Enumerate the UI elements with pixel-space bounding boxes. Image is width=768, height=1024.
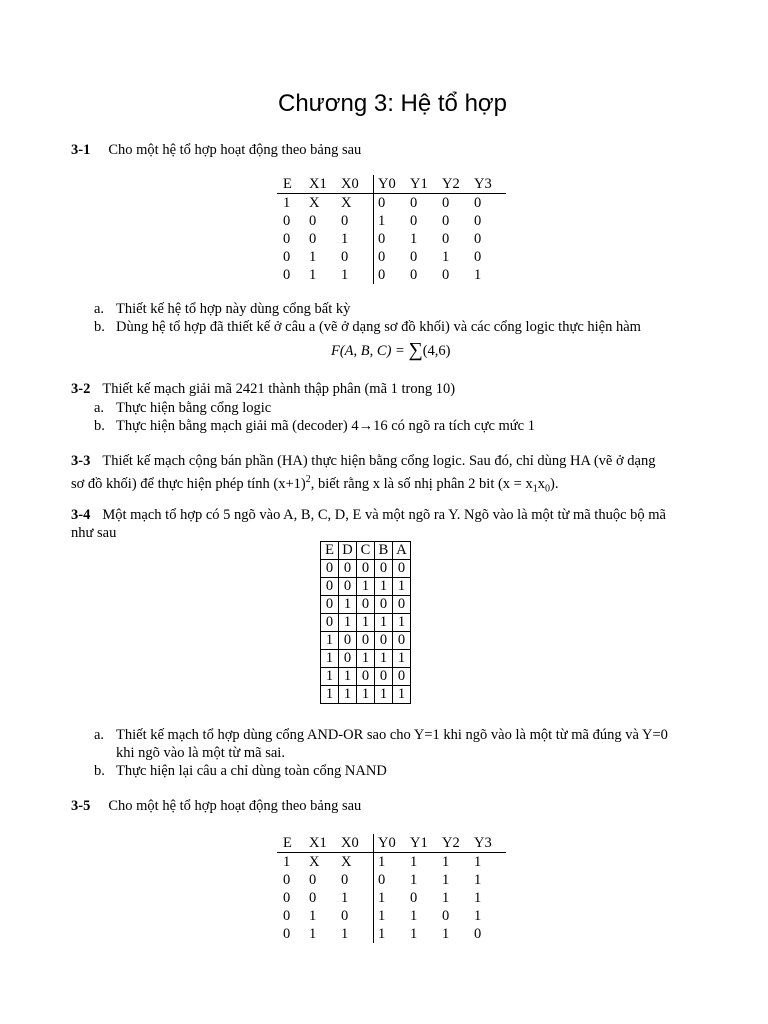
column-header: Y3: [474, 175, 506, 194]
table-cell: 0: [410, 195, 418, 211]
table-cell: 1: [309, 249, 317, 265]
table-cell: 0: [339, 578, 357, 596]
column-header: D: [339, 542, 357, 560]
column-header: A: [393, 542, 411, 560]
table-row: [321, 596, 411, 614]
table-cell: 1: [374, 212, 411, 230]
table-cell: 1: [357, 686, 375, 704]
table-cell: 1: [321, 686, 339, 704]
question-text: Cho một hệ tổ hợp hoạt động theo bảng sau: [108, 798, 362, 814]
table-cell: 1: [321, 650, 339, 668]
column-header: X1: [309, 834, 341, 853]
table-cell: 0: [283, 890, 291, 906]
list-item: b. Dùng hệ tổ hợp đã thiết kế ở câu a (vẽ ở dạng sơ đồ khối) và các cổng logic thực hiện hàm: [94, 319, 641, 335]
table-row: [277, 194, 506, 213]
table-cell: 1: [341, 926, 349, 942]
table-cell: 0: [393, 596, 411, 614]
question-number: 3-2: [71, 381, 91, 397]
table-cell: 1: [374, 925, 411, 943]
table-cell: 0: [283, 249, 291, 265]
table-cell: 1: [374, 889, 411, 907]
table-cell: 1: [442, 890, 450, 906]
table-cell: X: [341, 854, 352, 870]
column-header: Y3: [474, 834, 506, 853]
table-cell: 0: [283, 231, 291, 247]
table-cell: 0: [321, 614, 339, 632]
table-cell: 1: [410, 854, 418, 870]
table-cell: 1: [341, 890, 349, 906]
table-cell: 0: [309, 872, 317, 888]
table-cell: 0: [474, 213, 482, 229]
table-cell: 0: [474, 231, 482, 247]
table-cell: 0: [341, 249, 349, 265]
truth-table-3-1: [277, 175, 506, 284]
table-cell: 0: [442, 908, 450, 924]
table-cell: 1: [410, 908, 418, 924]
question-3-2-items: [94, 399, 714, 435]
table-cell: 0: [374, 248, 411, 266]
table-cell: 0: [393, 668, 411, 686]
table-row: [277, 907, 506, 925]
table-header-row: [321, 542, 411, 560]
table-cell: X: [309, 854, 320, 870]
table-cell: 0: [474, 249, 482, 265]
column-header: B: [375, 542, 393, 560]
table-cell: 0: [410, 890, 418, 906]
question-3-5-heading: [71, 797, 711, 815]
table-cell: 0: [341, 872, 349, 888]
table-cell: 1: [339, 596, 357, 614]
table-cell: 0: [283, 872, 291, 888]
table-cell: 0: [357, 560, 375, 578]
table-row: [277, 212, 506, 230]
question-3-4: 3-4 Một mạch tổ hợp có 5 ngõ vào A, B, C, D, E và một ngõ ra Y. Ngõ vào là một từ mã thuộc bộ mã: [71, 507, 666, 523]
table-row: [277, 925, 506, 943]
table-cell: X: [341, 195, 352, 211]
table-cell: 0: [321, 596, 339, 614]
table-cell: 0: [374, 230, 411, 248]
question-3-2-heading: [71, 380, 711, 398]
table-cell: 0: [410, 267, 418, 283]
table-cell: 1: [474, 854, 482, 870]
table-cell: 1: [393, 650, 411, 668]
column-header: X0: [341, 834, 374, 853]
table-cell: 1: [341, 231, 349, 247]
question-3-4-line-2: như sau: [71, 525, 117, 541]
table-cell: 1: [375, 578, 393, 596]
table-cell: 1: [374, 907, 411, 925]
list-item: b. Thực hiện lại câu a chỉ dùng toàn cổng NAND: [94, 763, 387, 779]
table-row: [321, 686, 411, 704]
table-cell: 1: [357, 614, 375, 632]
code-table-3-4: [320, 541, 411, 704]
table-cell: 1: [375, 650, 393, 668]
question-3-1-items: [94, 300, 714, 336]
question-number: 3-5: [71, 798, 91, 814]
table-row: [321, 650, 411, 668]
column-header: Y0: [374, 834, 411, 853]
table-cell: 0: [341, 908, 349, 924]
question-3-3: 3-3 Thiết kế mạch cộng bán phần (HA) thực hiện bằng cổng logic. Sau đó, chỉ dùng HA (vẽ ở dạng: [71, 453, 656, 469]
table-cell: 0: [375, 560, 393, 578]
table-cell: 0: [375, 632, 393, 650]
page-title: Chương 3: Hệ tổ hợp: [278, 90, 507, 117]
table-header-row: [277, 834, 506, 853]
table-cell: 0: [442, 195, 450, 211]
table-cell: 0: [374, 871, 411, 889]
table-cell: 0: [375, 596, 393, 614]
table-cell: 1: [442, 926, 450, 942]
question-3-3-line-2: sơ đồ khối) để thực hiện phép tính $(x+1)^2$, biết rằng x là số nhị phân 2 bit $(x = x_1x_0)$.: [71, 474, 559, 495]
table-cell: 0: [474, 926, 482, 942]
table-cell: 1: [442, 249, 450, 265]
function-formula: F(A, B, C) = ∑(4,6): [331, 339, 451, 361]
column-header: Y2: [442, 175, 474, 194]
table-cell: 0: [309, 231, 317, 247]
table-cell: 0: [374, 194, 411, 213]
list-item: b. Thực hiện bằng mạch giải mã (decoder) 4→16 có ngõ ra tích cực mức 1: [94, 418, 535, 434]
table-cell: 1: [321, 632, 339, 650]
question-text: Thiết kế mạch giải mã 2421 thành thập phân (mã 1 trong 10): [102, 381, 456, 397]
table-cell: 1: [309, 267, 317, 283]
table-cell: 0: [442, 231, 450, 247]
table-cell: X: [309, 195, 320, 211]
table-row: [321, 632, 411, 650]
table-cell: 1: [321, 668, 339, 686]
table-cell: 1: [283, 854, 291, 870]
table-header-row: [277, 175, 506, 194]
table-cell: 1: [393, 686, 411, 704]
table-cell: 0: [375, 668, 393, 686]
table-cell: 0: [410, 249, 418, 265]
column-header: E: [277, 175, 309, 194]
column-header: X1: [309, 175, 341, 194]
question-number: 3-3: [71, 453, 91, 469]
table-cell: 1: [410, 926, 418, 942]
question-text: Cho một hệ tổ hợp hoạt động theo bảng sau: [108, 142, 362, 158]
table-cell: 1: [375, 614, 393, 632]
table-row: [321, 614, 411, 632]
table-cell: 1: [339, 614, 357, 632]
question-3-1-heading: [71, 141, 711, 159]
column-header: E: [277, 834, 309, 853]
table-row: [277, 230, 506, 248]
table-cell: 0: [357, 668, 375, 686]
table-cell: 0: [283, 267, 291, 283]
truth-table-3-5: [277, 834, 506, 943]
table-cell: 1: [357, 650, 375, 668]
sigma-symbol: ∑: [408, 339, 423, 361]
table-cell: 0: [341, 213, 349, 229]
list-item: a. Thiết kế hệ tổ hợp này dùng cổng bất kỳ: [94, 301, 351, 317]
table-cell: 0: [442, 267, 450, 283]
table-cell: 0: [283, 908, 291, 924]
table-row: [277, 853, 506, 872]
table-cell: 1: [393, 578, 411, 596]
table-cell: 0: [357, 632, 375, 650]
table-cell: 1: [283, 195, 291, 211]
table-cell: 1: [474, 872, 482, 888]
table-cell: 0: [442, 213, 450, 229]
table-cell: 1: [357, 578, 375, 596]
table-cell: 1: [375, 686, 393, 704]
list-item: a. Thực hiện bằng cổng logic: [94, 400, 272, 416]
table-cell: 1: [339, 668, 357, 686]
table-cell: 1: [410, 872, 418, 888]
list-item: a. Thiết kế mạch tổ hợp dùng cổng AND-OR sao cho Y=1 khi ngõ vào là một từ mã đúng và Y=0 khi ngõ vào là một từ mã sai.: [94, 727, 668, 761]
table-row: [277, 248, 506, 266]
table-row: [321, 560, 411, 578]
table-cell: 1: [410, 231, 418, 247]
table-cell: 1: [393, 614, 411, 632]
table-cell: 0: [339, 560, 357, 578]
column-header: X0: [341, 175, 374, 194]
table-cell: 0: [393, 632, 411, 650]
table-row: [321, 578, 411, 596]
column-header: C: [357, 542, 375, 560]
table-cell: 0: [374, 266, 411, 284]
question-number: 3-4: [71, 507, 91, 523]
table-cell: 0: [309, 890, 317, 906]
table-cell: 0: [283, 213, 291, 229]
table-cell: 0: [283, 926, 291, 942]
table-cell: 1: [474, 908, 482, 924]
table-cell: 1: [309, 908, 317, 924]
question-3-4-items: [94, 726, 714, 780]
table-cell: 0: [357, 596, 375, 614]
column-header: Y0: [374, 175, 411, 194]
table-cell: 1: [442, 872, 450, 888]
table-cell: 0: [474, 195, 482, 211]
column-header: E: [321, 542, 339, 560]
column-header: Y1: [410, 834, 442, 853]
table-row: [277, 266, 506, 284]
column-header: Y2: [442, 834, 474, 853]
table-cell: 0: [321, 560, 339, 578]
table-cell: 0: [339, 650, 357, 668]
table-cell: 1: [309, 926, 317, 942]
table-row: [321, 668, 411, 686]
table-cell: 1: [374, 853, 411, 872]
table-cell: 1: [474, 890, 482, 906]
question-number: 3-1: [71, 142, 91, 158]
table-cell: 1: [474, 267, 482, 283]
table-cell: 0: [410, 213, 418, 229]
table-cell: 0: [393, 560, 411, 578]
table-cell: 1: [341, 267, 349, 283]
table-row: [277, 889, 506, 907]
table-cell: 0: [339, 632, 357, 650]
column-header: Y1: [410, 175, 442, 194]
table-cell: 1: [442, 854, 450, 870]
table-cell: 1: [339, 686, 357, 704]
table-row: [277, 871, 506, 889]
table-cell: 0: [309, 213, 317, 229]
table-cell: 0: [321, 578, 339, 596]
